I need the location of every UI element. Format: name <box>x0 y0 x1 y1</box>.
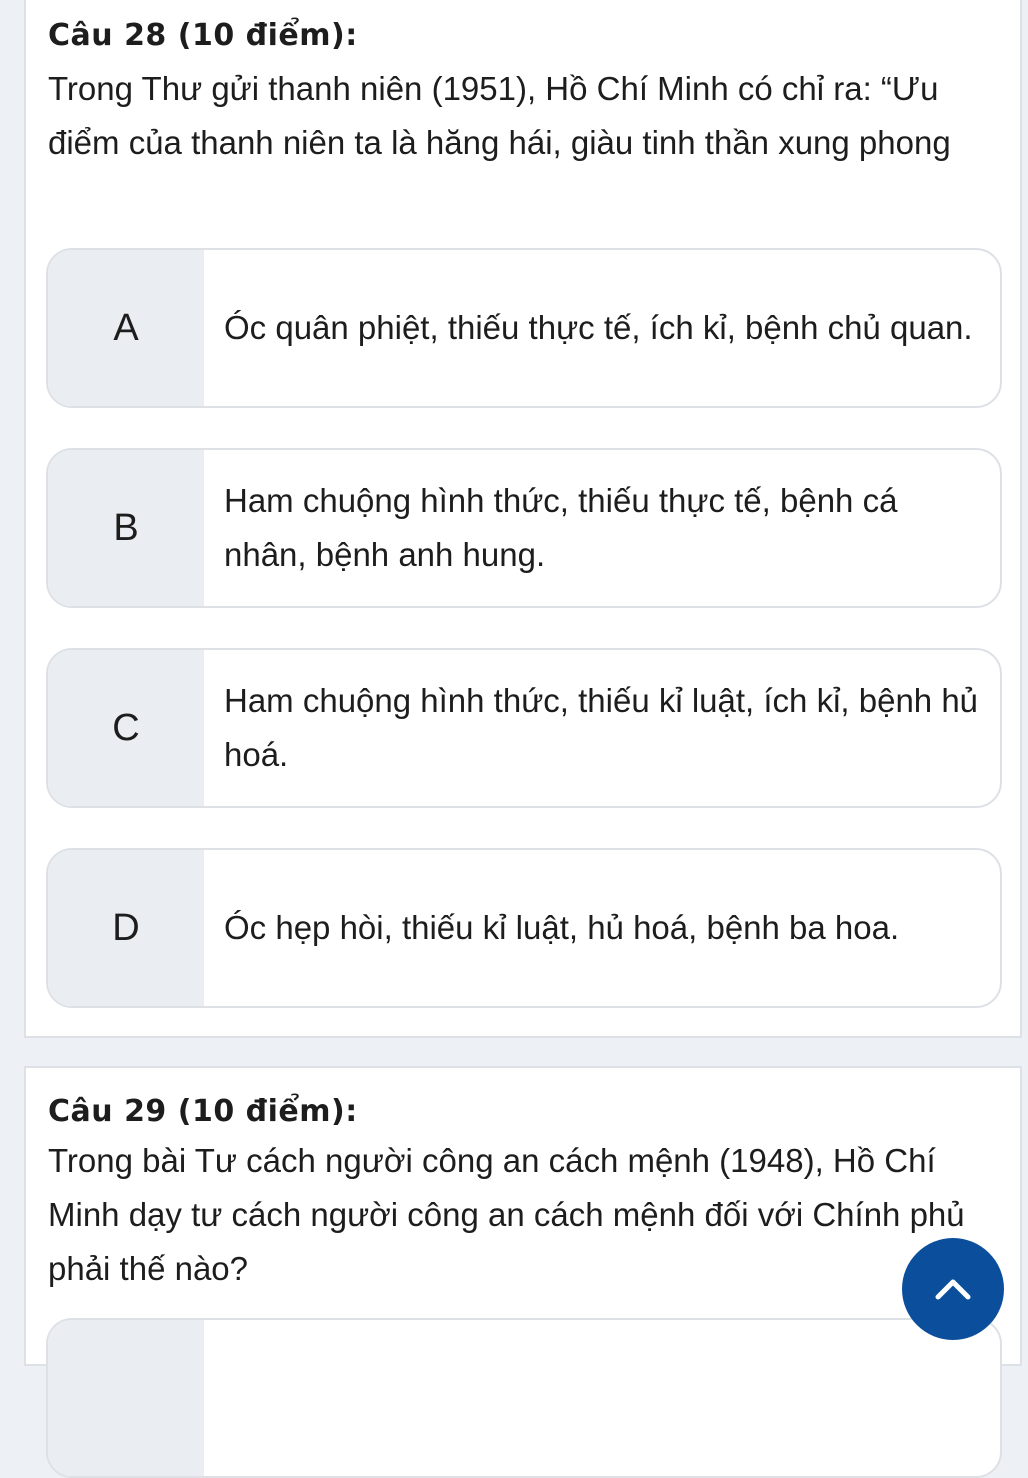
question-text: Trong bài Tư cách người công an cách mệnh (1948), Hồ Chí Minh dạy tư cách người công an cách mệnh đối với Chính phủ phải thế nào? <box>48 1142 965 1287</box>
option-letter <box>48 1320 204 1476</box>
option-letter: A <box>48 250 204 406</box>
option-text: Óc hẹp hòi, thiếu kỉ luật, hủ hoá, bệnh ba hoa. <box>224 909 900 946</box>
option-letter: D <box>48 850 204 1006</box>
option-c[interactable] <box>46 648 1002 808</box>
option-text: Óc quân phiệt, thiếu thực tế, ích kỉ, bệnh chủ quan. <box>224 309 973 346</box>
option-a[interactable] <box>46 1318 1002 1478</box>
question-title: Câu 29 (10 điểm): <box>48 1094 358 1129</box>
chevron-up-icon <box>933 1276 973 1302</box>
question-text: Trong Thư gửi thanh niên (1951), Hồ Chí Minh có chỉ ra: “Ưu điểm của thanh niên ta là hăng hái, giàu tinh thần xung phong <box>48 70 951 161</box>
option-b[interactable] <box>46 448 1002 608</box>
question-card-28 <box>24 0 1022 1038</box>
option-letter: C <box>48 650 204 806</box>
scroll-to-top-button[interactable] <box>902 1238 1004 1340</box>
option-letter: B <box>48 450 204 606</box>
option-text: Ham chuộng hình thức, thiếu kỉ luật, ích kỉ, bệnh hủ hoá. <box>224 682 979 773</box>
question-title: Câu 28 (10 điểm): <box>48 18 358 53</box>
option-text: Ham chuộng hình thức, thiếu thực tế, bệnh cá nhân, bệnh anh hung. <box>224 482 898 573</box>
option-a[interactable] <box>46 248 1002 408</box>
option-d[interactable] <box>46 848 1002 1008</box>
question-card-29 <box>24 1066 1022 1366</box>
